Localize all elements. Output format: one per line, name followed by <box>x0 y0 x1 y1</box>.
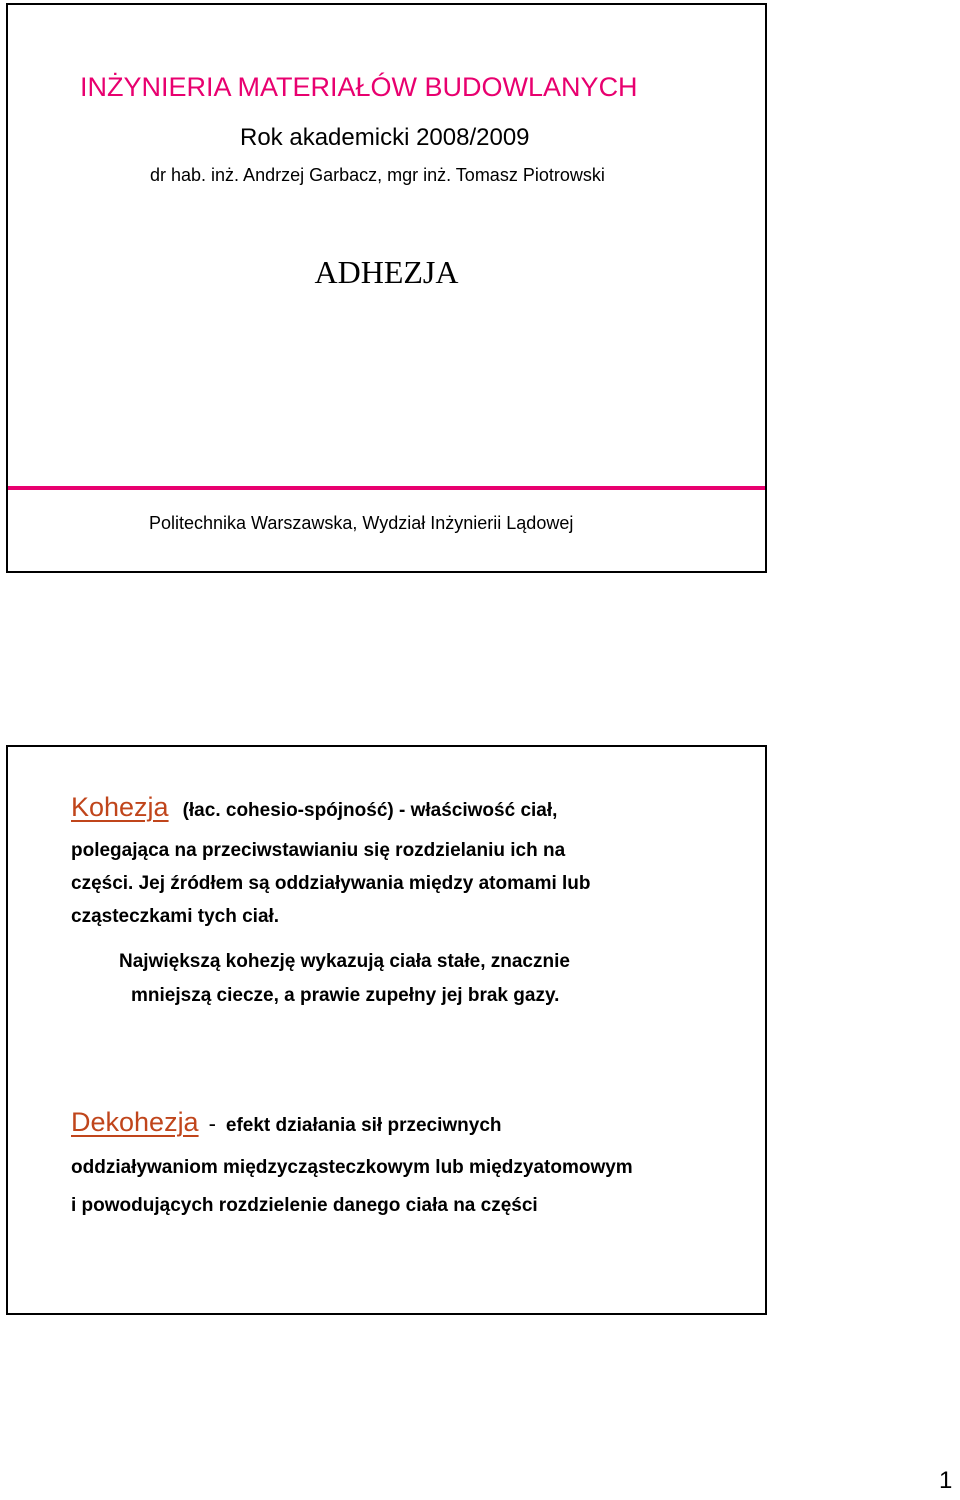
dekohezja-dash: - <box>208 1111 216 1136</box>
dekohezja-definition-text: efekt działania sił przeciwnych <box>225 1115 502 1136</box>
dekohezja-line-2: oddziaływaniom międzycząsteczkowym lub międzyatomowym <box>71 1157 633 1178</box>
definitions-slide <box>6 745 767 1315</box>
kohezja-line-4: cząsteczkami tych ciał. <box>71 906 280 927</box>
course-title: INŻYNIERIA MATERIAŁÓW BUDOWLANYCH <box>80 72 638 102</box>
authors: dr hab. inż. Andrzej Garbacz, mgr inż. Tomasz Piotrowski <box>150 165 605 185</box>
topic-title: ADHEZJA <box>314 254 459 290</box>
page-number: 1 <box>939 1467 953 1494</box>
kohezja-line-3: części. Jej źródłem są oddziaływania między atomami lub <box>71 873 591 894</box>
dekohezja-definition-line <box>71 1107 502 1138</box>
dekohezja-line-3: i powodujących rozdzielenie danego ciała na części <box>71 1195 538 1216</box>
accent-divider <box>8 486 765 490</box>
kohezja-note-line-2: mniejszą ciecze, a prawie zupełny jej brak gazy. <box>131 985 560 1006</box>
kohezja-line-2: polegająca na przeciwstawianiu się rozdzielaniu ich na <box>71 840 566 861</box>
academic-year: Rok akademicki 2008/2009 <box>240 124 530 151</box>
title-slide <box>6 3 767 573</box>
kohezja-note-line-1: Największą kohezję wykazują ciała stałe, znacznie <box>119 951 570 972</box>
kohezja-term: Kohezja <box>71 792 169 822</box>
kohezja-definition-text: (łac. cohesio-spójność) - właściwość ciał, <box>182 800 558 821</box>
dekohezja-term: Dekohezja <box>71 1107 199 1137</box>
university-footer: Politechnika Warszawska, Wydział Inżynierii Lądowej <box>149 513 574 533</box>
kohezja-definition-line <box>71 792 557 823</box>
